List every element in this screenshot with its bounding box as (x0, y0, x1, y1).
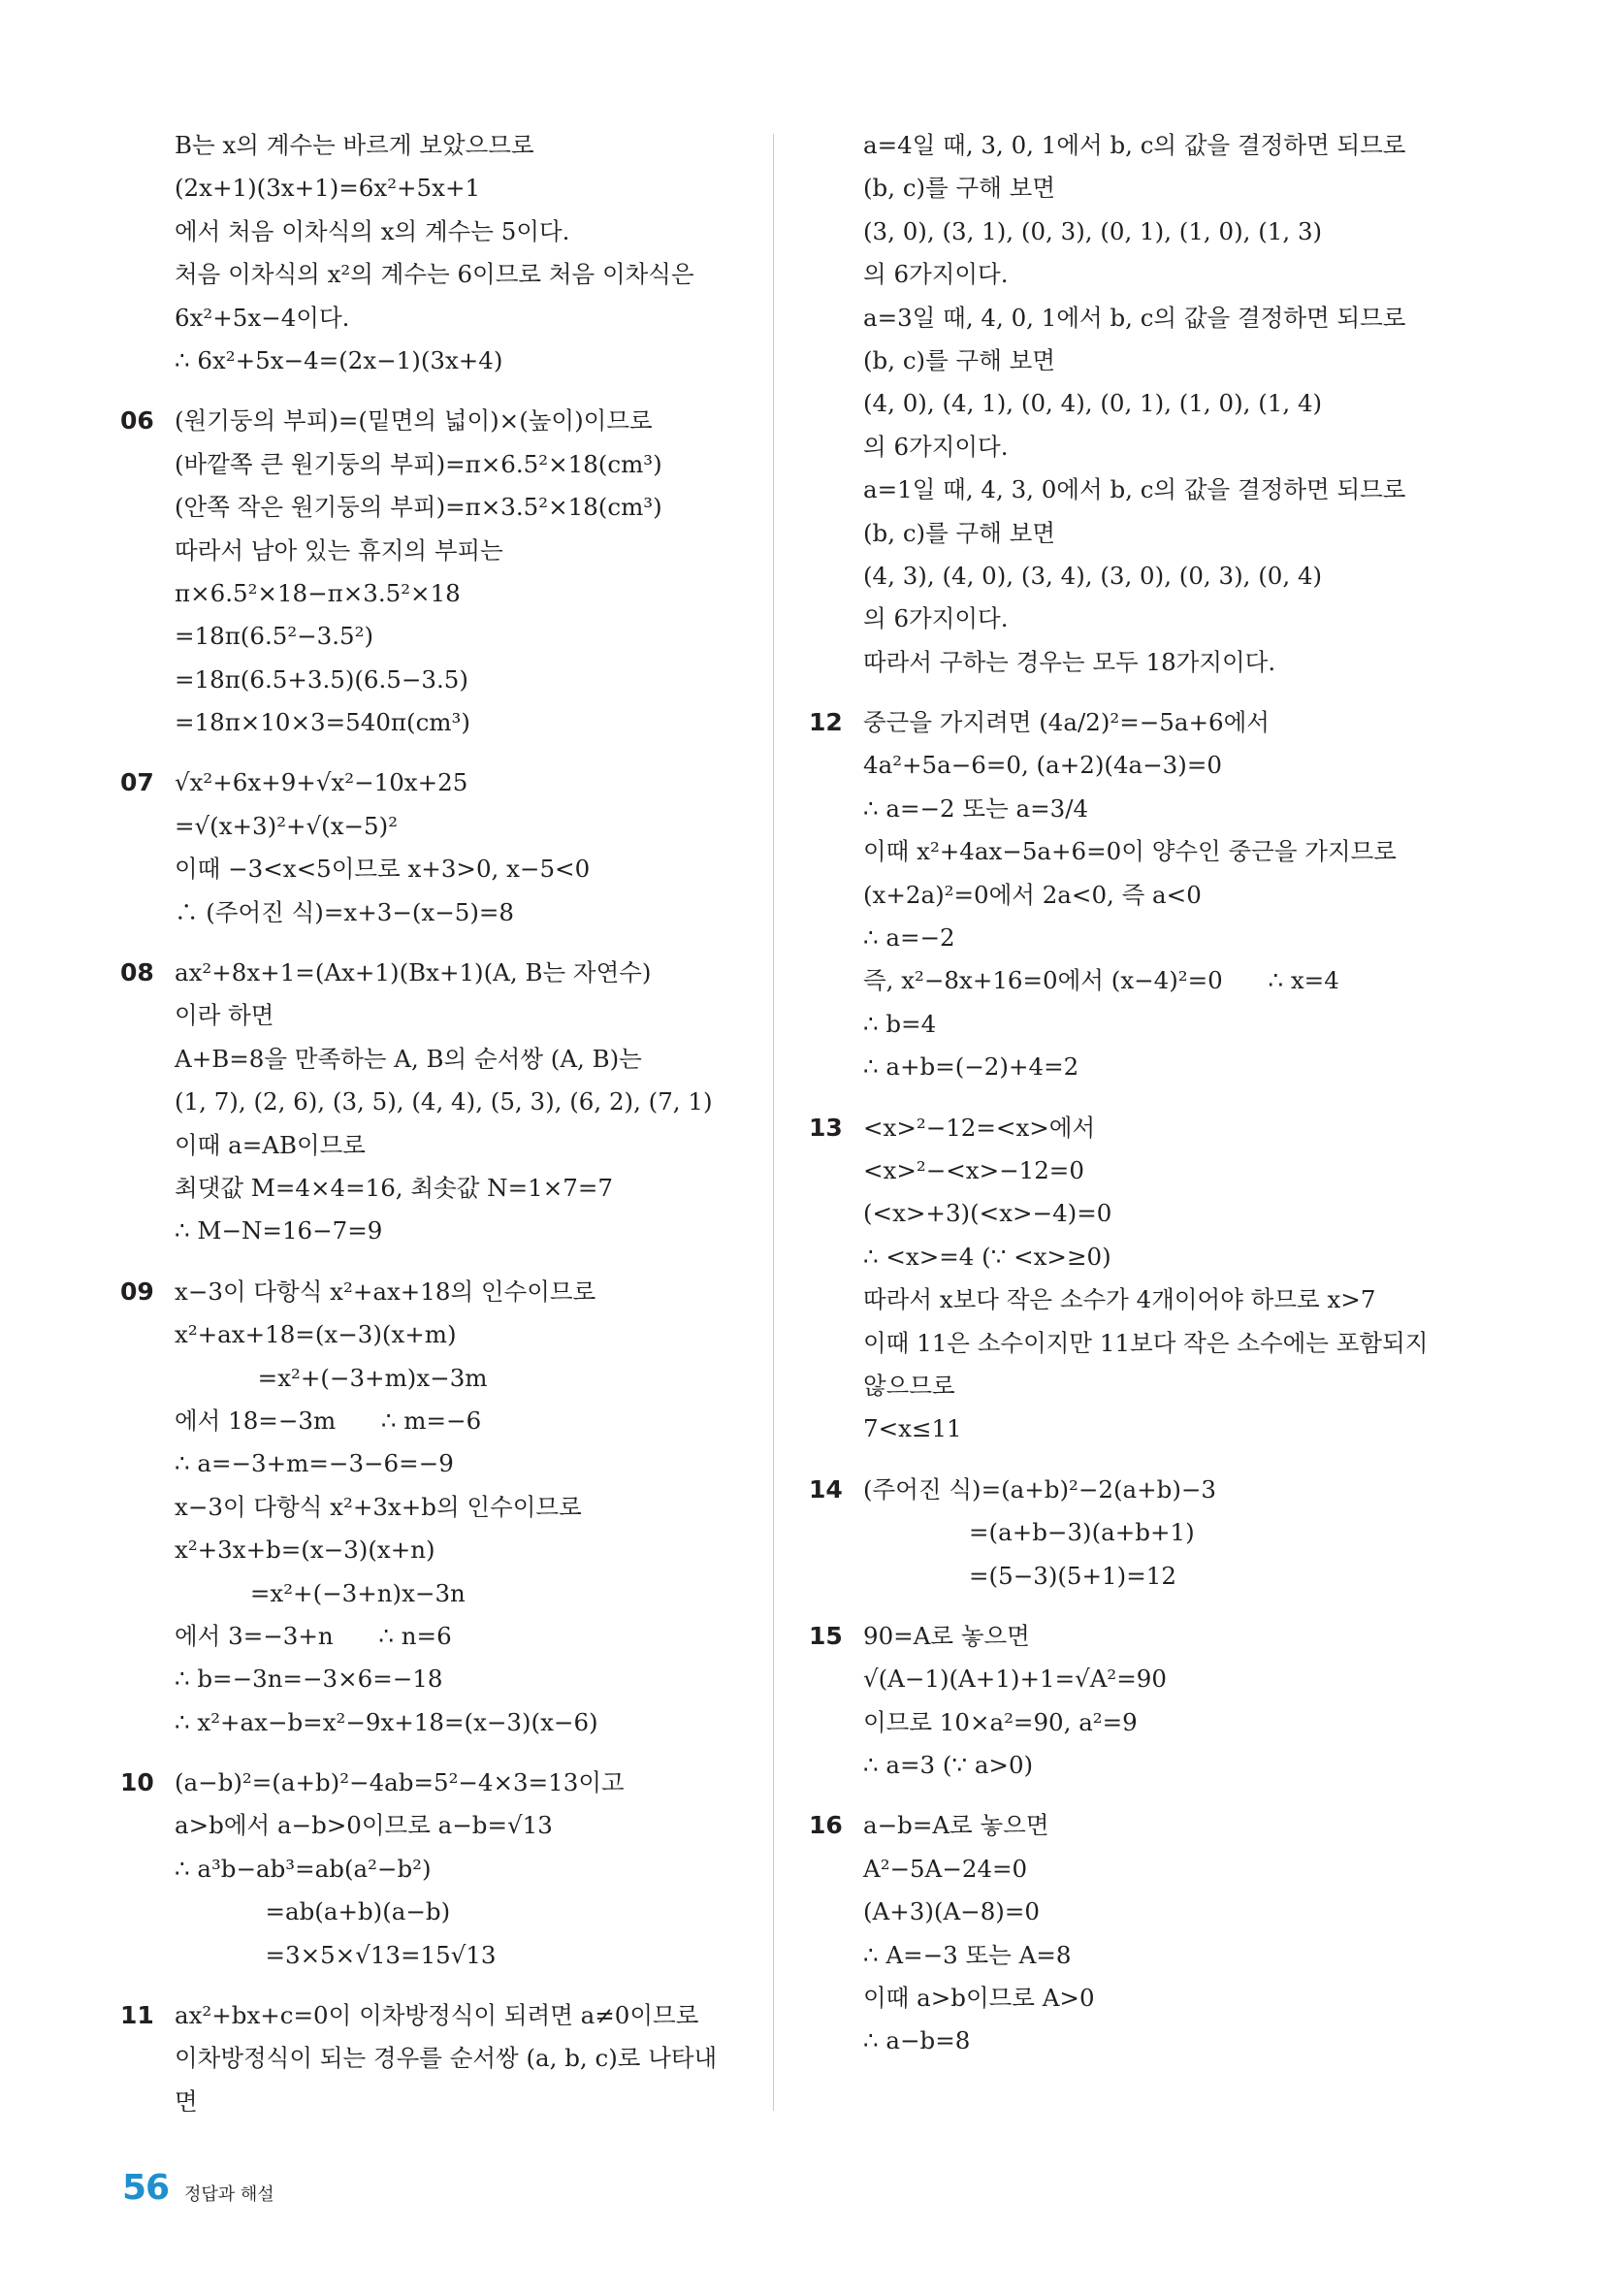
solution-line: (b, c)를 구해 보면 (863, 345, 1056, 374)
problem-number: 10 (120, 1768, 154, 1797)
solution-line: π×6.5²×18−π×3.5²×18 (175, 578, 461, 607)
problem-number (809, 124, 863, 684)
solution-line: x−3이 다항식 x²+ax+18의 인수이므로 (175, 1277, 596, 1306)
solution-line: 면 (175, 2086, 198, 2116)
solution-lines (175, 952, 741, 1253)
solution-line: ∴ a=−2 (863, 923, 955, 953)
solution-line: (b, c)를 구해 보면 (863, 518, 1056, 547)
problem-08 (120, 952, 741, 1253)
solution-line: ∴ b=−3n=−3×6=−18 (175, 1665, 443, 1694)
problem-number (120, 124, 175, 382)
solution-line: ∴ a+b=(−2)+4=2 (863, 1052, 1079, 1082)
solution-line: (b, c)를 구해 보면 (863, 174, 1056, 203)
solution-line: 중근을 가지려면 (4a/2)²=−5a+6에서 (863, 708, 1270, 737)
solution-line: 이때 a=AB이므로 (175, 1130, 366, 1159)
solution-line: <x>²−<x>−12=0 (863, 1155, 1084, 1184)
solution-line: =√(x+3)²+√(x−5)² (175, 811, 399, 840)
solution-line: 최댓값 M=4×4=16, 최솟값 N=1×7=7 (175, 1173, 613, 1202)
solution-line: x²+3x+b=(x−3)(x+n) (175, 1536, 435, 1565)
solution-line: 따라서 남아 있는 휴지의 부피는 (175, 535, 503, 565)
solution-line: 이때 a>b이므로 A>0 (863, 1984, 1095, 2013)
problem-number: 07 (120, 768, 154, 797)
solution-line: =18π(6.5+3.5)(6.5−3.5) (175, 664, 468, 694)
column-divider (773, 134, 774, 2111)
problem-12 (809, 701, 1449, 1089)
solution-line: (a−b)²=(a+b)²−4ab=5²−4×3=13이고 (175, 1768, 625, 1797)
solution-line: =18π×10×3=540π(cm³) (175, 708, 470, 737)
solution-line: a−b=A로 놓으면 (863, 1811, 1049, 1840)
solution-lines (863, 124, 1449, 684)
solution-line: (4, 3), (4, 0), (3, 4), (3, 0), (0, 3), (0, 4) (863, 561, 1323, 590)
solution-lines (175, 1762, 741, 1977)
solution-line: 의 6가지이다. (863, 260, 1009, 289)
solution-lines (863, 1469, 1449, 1598)
problem-15 (809, 1615, 1449, 1788)
solution-line: ax²+bx+c=0이 이차방정식이 되려면 a≠0이므로 (175, 2001, 699, 2030)
solution-line: ∴ a=−2 또는 a=3/4 (863, 793, 1089, 823)
problem-07 (120, 761, 741, 934)
right-column (809, 124, 1449, 2063)
problem-continuation (809, 124, 1449, 684)
solution-line: A+B=8을 만족하는 A, B의 순서쌍 (A, B)는 (175, 1044, 642, 1073)
solution-line: 처음 이차식의 x²의 계수는 6이므로 처음 이차식은 (175, 260, 694, 289)
problem-number: 15 (809, 1621, 843, 1650)
solution-line: ∴ a=−3+m=−3−6=−9 (175, 1449, 454, 1478)
solution-line: 않으므로 (863, 1371, 955, 1400)
solution-line: ∴ a−b=8 (863, 2026, 971, 2055)
solution-line: 따라서 구하는 경우는 모두 18가지이다. (863, 647, 1276, 676)
solution-line: <x>²−12=<x>에서 (863, 1113, 1096, 1142)
solution-line: =3×5×√13=15√13 (175, 1940, 497, 1969)
solution-line: (주어진 식)=(a+b)²−2(a+b)−3 (863, 1474, 1217, 1504)
solution-line: 따라서 x보다 작은 소수가 4개이어야 하므로 x>7 (863, 1285, 1376, 1314)
problem-number: 12 (809, 708, 843, 737)
solution-lines (863, 1107, 1449, 1451)
solution-line: =18π(6.5²−3.5²) (175, 622, 374, 651)
solution-lines (175, 1271, 741, 1744)
problem-06 (120, 400, 741, 744)
problem-number: 09 (120, 1277, 154, 1306)
solution-line: 이므로 10×a²=90, a²=9 (863, 1707, 1138, 1736)
solution-lines (175, 761, 741, 934)
solution-line: (2x+1)(3x+1)=6x²+5x+1 (175, 174, 481, 203)
solution-line: 90=A로 놓으면 (863, 1621, 1030, 1650)
problem-number: 13 (809, 1113, 843, 1142)
solution-line: 이차방정식이 되는 경우를 순서쌍 (a, b, c)로 나타내 (175, 2044, 718, 2073)
solution-line: √x²+6x+9+√x²−10x+25 (175, 768, 468, 797)
solution-line: 의 6가지이다. (863, 604, 1009, 633)
solution-line: x−3이 다항식 x²+3x+b의 인수이므로 (175, 1492, 582, 1521)
solution-lines (175, 124, 741, 382)
solution-line: ∴ 6x²+5x−4=(2x−1)(3x+4) (175, 345, 503, 374)
problem-09 (120, 1271, 741, 1744)
problem-10 (120, 1762, 741, 1977)
solution-line: (안쪽 작은 원기둥의 부피)=π×3.5²×18(cm³) (175, 493, 662, 522)
section-label: 정답과 해설 (184, 2184, 274, 2205)
solution-line: =ab(a+b)(a−b) (175, 1897, 451, 1926)
solution-line: (4, 0), (4, 1), (0, 4), (0, 1), (1, 0), (1, 4) (863, 389, 1323, 418)
solution-line: ∴ a³b−ab³=ab(a²−b²) (175, 1854, 432, 1883)
solution-line: 이때 11은 소수이지만 11보다 작은 소수에는 포함되지 (863, 1328, 1429, 1357)
solution-line: ∴ <x>=4 (∵ <x>≥0) (863, 1242, 1111, 1271)
solution-line: ∴ M−N=16−7=9 (175, 1216, 383, 1245)
problem-13 (809, 1107, 1449, 1451)
problem-16 (809, 1804, 1449, 2062)
solution-line: A²−5A−24=0 (863, 1854, 1028, 1883)
solution-lines (863, 1804, 1449, 2062)
problem-number: 11 (120, 2001, 154, 2030)
solution-line: x²+ax+18=(x−3)(x+m) (175, 1320, 457, 1349)
solution-line: (3, 0), (3, 1), (0, 3), (0, 1), (1, 0), (1, 3) (863, 216, 1323, 245)
solution-line: 의 6가지이다. (863, 432, 1009, 461)
solution-line: 7<x≤11 (863, 1414, 962, 1443)
solution-line: =(5−3)(5+1)=12 (863, 1561, 1176, 1590)
solution-lines (175, 1994, 741, 2123)
solution-line: (<x>+3)(<x>−4)=0 (863, 1199, 1112, 1228)
solution-line: =(a+b−3)(a+b+1) (863, 1518, 1195, 1547)
solution-line: ∴ b=4 (863, 1009, 937, 1038)
solution-lines (175, 400, 741, 744)
page-number: 56 (122, 2168, 170, 2208)
solution-line: ∴ A=−3 또는 A=8 (863, 1940, 1072, 1969)
solution-line: 에서 처음 이차식의 x의 계수는 5이다. (175, 216, 570, 245)
solution-line: ax²+8x+1=(Ax+1)(Bx+1)(A, B는 자연수) (175, 958, 652, 987)
problem-number: 16 (809, 1811, 843, 1840)
solution-line: ∴ a=3 (∵ a>0) (863, 1751, 1034, 1780)
solution-line: a>b에서 a−b>0이므로 a−b=√13 (175, 1811, 553, 1840)
solution-line: =x²+(−3+m)x−3m (175, 1363, 488, 1392)
problem-number: 08 (120, 958, 154, 987)
solution-line: 6x²+5x−4이다. (175, 303, 350, 332)
problem-14 (809, 1469, 1449, 1598)
solution-line: B는 x의 계수는 바르게 보았으므로 (175, 131, 534, 159)
solution-line: ∴ x²+ax−b=x²−9x+18=(x−3)(x−6) (175, 1707, 598, 1736)
solution-line: 에서 18=−3m ∴ m=−6 (175, 1406, 482, 1435)
solution-line: 이때 −3<x<5이므로 x+3>0, x−5<0 (175, 855, 591, 884)
solution-lines (863, 701, 1449, 1089)
problem-11 (120, 1994, 741, 2123)
solution-line: =x²+(−3+n)x−3n (175, 1578, 466, 1607)
solution-line: 4a²+5a−6=0, (a+2)(4a−3)=0 (863, 751, 1222, 780)
solution-line: (1, 7), (2, 6), (3, 5), (4, 4), (5, 3), (6, 2), (7, 1) (175, 1087, 713, 1116)
solution-line: 이때 x²+4ax−5a+6=0이 양수인 중근을 가지므로 (863, 837, 1397, 866)
solution-line: (바깥쪽 큰 원기둥의 부피)=π×6.5²×18(cm³) (175, 449, 662, 478)
solution-line: 즉, x²−8x+16=0에서 (x−4)²=0 ∴ x=4 (863, 966, 1339, 995)
solution-line: (원기둥의 부피)=(밑면의 넓이)×(높이)이므로 (175, 406, 653, 436)
solution-line: (A+3)(A−8)=0 (863, 1897, 1040, 1926)
solution-line: a=4일 때, 3, 0, 1에서 b, c의 값을 결정하면 되므로 (863, 131, 1406, 159)
problem-number: 06 (120, 406, 154, 436)
solution-line: 이라 하면 (175, 1001, 274, 1030)
problem-continuation (120, 124, 741, 382)
problem-number: 14 (809, 1474, 843, 1504)
solution-line: ∴ (주어진 식)=x+3−(x−5)=8 (175, 897, 515, 926)
solution-line: √(A−1)(A+1)+1=√A²=90 (863, 1665, 1167, 1694)
solution-line: a=3일 때, 4, 0, 1에서 b, c의 값을 결정하면 되므로 (863, 303, 1406, 332)
solution-line: a=1일 때, 4, 3, 0에서 b, c의 값을 결정하면 되므로 (863, 475, 1406, 504)
solution-line: (x+2a)²=0에서 2a<0, 즉 a<0 (863, 880, 1202, 909)
left-column (120, 124, 741, 2123)
solution-line: 에서 3=−3+n ∴ n=6 (175, 1621, 452, 1650)
solution-lines (863, 1615, 1449, 1788)
